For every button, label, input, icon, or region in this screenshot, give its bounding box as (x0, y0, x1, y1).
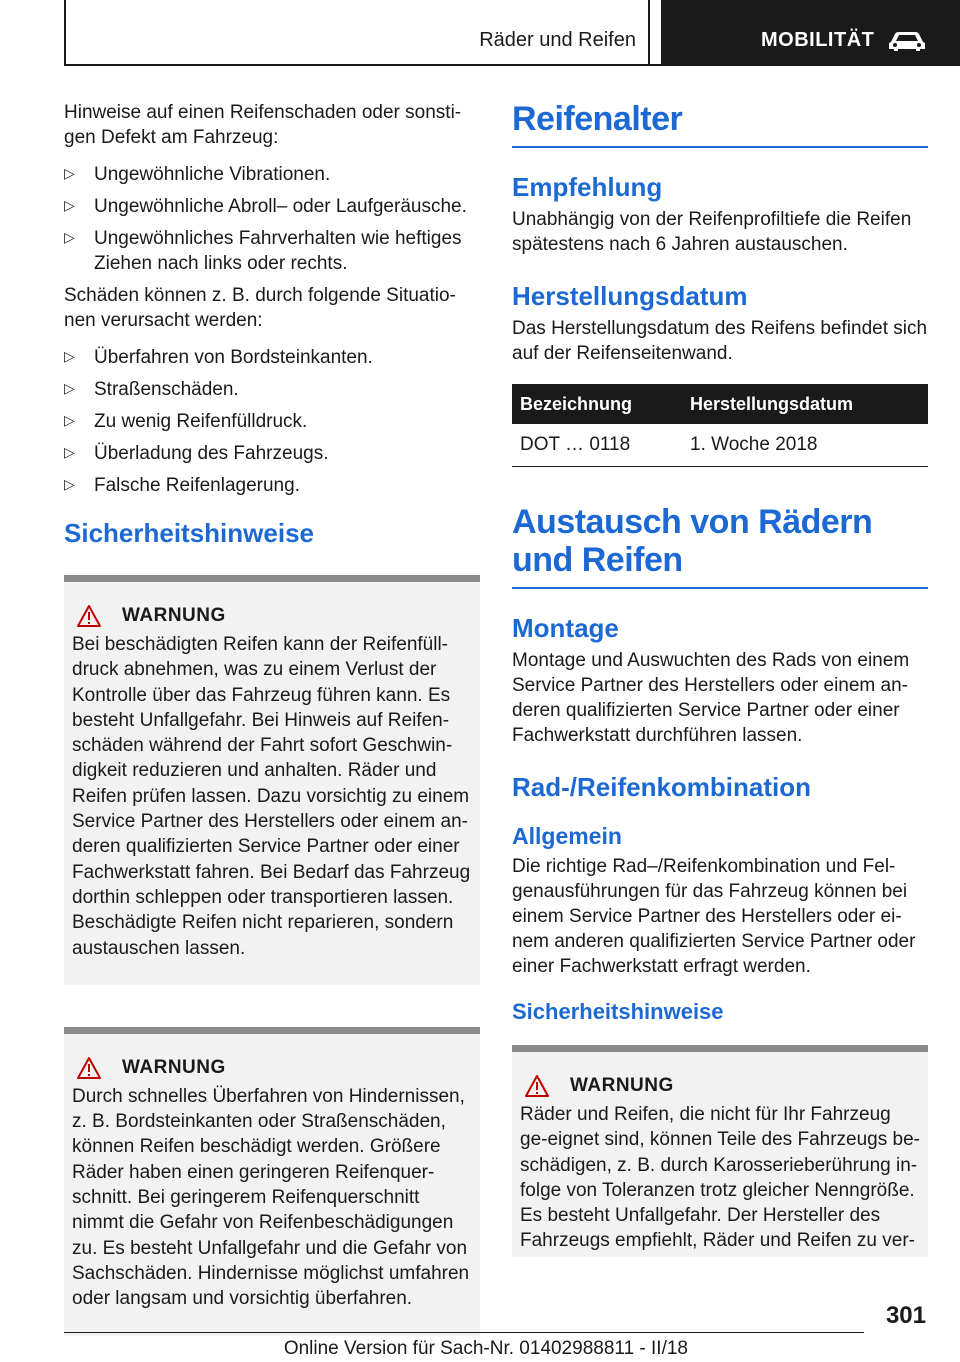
list-item: ▷ Ungewöhnliche Abroll– oder Laufgeräusche. (64, 194, 480, 219)
footer-rule (64, 1332, 864, 1333)
herstellungsdatum-heading: Herstellungsdatum (512, 281, 748, 311)
header-section-box (64, 0, 650, 66)
header-rule (64, 64, 960, 66)
table-cell-herstellungsdatum: 1. Woche 2018 (682, 424, 928, 467)
kombination-heading: Rad-/Reifenkombination (512, 772, 812, 802)
allgemein-text: Die richtige Rad–/Reifenkombination und Fel-genausführungen für das Fahrzeug können bei einem Service Partner des Herstellers oder ei-nem anderen qualifizierten Service Partner oder einer Fachwerkstatt erfragt werden. (512, 856, 916, 977)
warning-triangle-icon (524, 1074, 550, 1098)
damage-cause-text: Schäden können z. B. durch folgende Situatio-nen verursacht werden: (64, 285, 456, 331)
table-cell-bezeichnung: DOT … 0118 (512, 424, 682, 467)
allgemein-heading: Allgemein (512, 823, 622, 849)
warning-triangle-icon (76, 604, 102, 628)
manufacture-date-table (512, 384, 928, 467)
damage-intro-text: Hinweise auf einen Reifenschaden oder sonsti-gen Defekt am Fahrzeug: (64, 102, 462, 148)
warning-title: WARNUNG (122, 605, 226, 626)
warning-header (72, 604, 472, 628)
right-column (512, 100, 928, 1257)
safety-heading-left: Sicherheitshinweise (64, 518, 314, 548)
table-header-herstellungsdatum: Herstellungsdatum (682, 384, 928, 424)
warning-box-wheel-fit (512, 1045, 928, 1257)
car-icon (887, 30, 927, 52)
warning-title: WARNUNG (122, 1056, 226, 1078)
warning-text: Räder und Reifen, die nicht für Ihr Fahrzeug ge-eignet sind, können Teile des Fahrzeugs be-schädigen, z. B. durch Karosserieberührung in-folge von Toleranzen trotz gleicher Nenngröße. Es besteht Unfallgefahr. Der Hersteller des Fahrzeugs empfiehlt, Räder und Reifen zu ver- (520, 1104, 920, 1252)
list-item: ▷ Zu wenig Reifenfülldruck. (64, 409, 480, 434)
header-chapter-title: MOBILITÄT (761, 29, 875, 51)
warning-text: Durch schnelles Überfahren von Hindernissen, z. B. Bordsteinkanten oder Straßenschäden, können Reifen beschädigt werden. Größere Räder haben einen geringeren Reifenquer-schnitt. Bei geringerem Reifenquerschnitt nimmt die Gefahr von Reifenbeschädigungen zu. Es besteht Unfallgefahr und die Gefahr von Sachschäden. Hindernisse möglichst umfahren oder langsam und vorsichtig überfahren. (72, 1085, 470, 1310)
list-item: ▷ Falsche Reifenlagerung. (64, 473, 480, 498)
safety-heading-right: Sicherheitshinweise (512, 999, 724, 1024)
empfehlung-heading: Empfehlung (512, 172, 663, 202)
warning-header (72, 1056, 472, 1080)
list-item: ▷ Ungewöhnliches Fahrverhalten wie heftiges Ziehen nach links oder rechts. (64, 226, 480, 276)
austausch-heading: Austausch von Rädern und Reifen (512, 503, 928, 589)
left-column (64, 100, 480, 1336)
warning-box-tire-damage (64, 575, 480, 985)
list-item: ▷ Ungewöhnliche Vibrationen. (64, 162, 480, 187)
table-row (512, 424, 928, 467)
empfehlung-text: Unabhängig von der Reifenprofiltiefe die Reifen spätestens nach 6 Jahren austauschen. (512, 209, 912, 255)
table-header-row (512, 384, 928, 424)
damage-signs-list (64, 162, 480, 276)
page-number: 301 (885, 1302, 926, 1329)
warning-text: Bei beschädigten Reifen kann der Reifenfüll-druck abnehmen, was zu einem Verlust der Kontrolle über das Fahrzeug führen kann. Es besteht Unfallgefahr. Bei Hinweis auf Reifen-schäden während der Fahrt sofort Geschwin-digkeit reduzieren und anhalten. Räder und Reifen prüfen lassen. Dazu vorsichtig zu einem Service Partner des Herstellers oder einem an-deren qualifizierten Service Partner oder einer Fachwerkstatt fahren. Bei Bedarf das Fahrzeug dorthin schleppen oder transportieren lassen. Beschädigte Reifen nicht reparieren, sondern austauschen lassen. (72, 634, 471, 959)
header-section-title: Räder und Reifen (479, 29, 636, 51)
warning-triangle-icon (76, 1056, 102, 1080)
montage-text: Montage und Auswuchten des Rads von einem Service Partner des Herstellers oder einem an-deren qualifizierten Service Partner oder einer Fachwerkstatt durchführen lassen. (512, 650, 910, 746)
warning-title: WARNUNG (570, 1075, 674, 1096)
warning-header (520, 1074, 920, 1098)
header-chapter-tab (661, 0, 960, 66)
reifenalter-heading: Reifenalter (512, 100, 928, 148)
herstellungsdatum-text: Das Herstellungsdatum des Reifens befindet sich auf der Reifenseitenwand. (512, 318, 928, 364)
footer-online-version: Online Version für Sach-Nr. 01402988811 - II/18 (283, 1338, 688, 1359)
list-item: ▷ Überfahren von Bordsteinkanten. (64, 345, 480, 370)
montage-heading: Montage (512, 613, 619, 643)
warning-box-obstacles (64, 1027, 480, 1336)
damage-causes-list (64, 345, 480, 498)
list-item: ▷ Überladung des Fahrzeugs. (64, 441, 480, 466)
table-header-bezeichnung: Bezeichnung (512, 384, 682, 424)
list-item: ▷ Straßenschäden. (64, 377, 480, 402)
